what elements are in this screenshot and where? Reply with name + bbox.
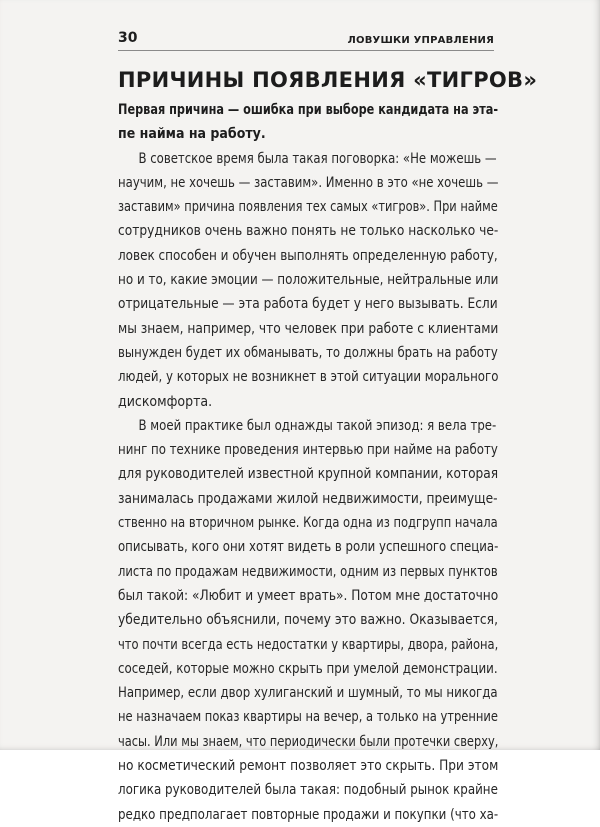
chapter-title: ПРИЧИНЫ ПОЯВЛЕНИЯ «ТИГРОВ» [118,68,538,92]
text-line: часы. Или мы знаем, что периодически были протечки сверху, [118,733,499,750]
text-line: людей, у которых не возникнет в этой ситуации морального [118,369,499,386]
text-line: заставим» причина появления тех самых «тигров». При найме [118,199,498,216]
text-line: нинг по технике проведения интервью при найме на работу [118,442,498,459]
text-line: ловек способен и обучен выполнять определенную работу, [118,247,498,264]
text-line: мы знаем, например, что человек при работе с клиентами [118,320,499,337]
page-number: 30 [118,30,138,46]
text-line: занималась продажами жилой недвижимости, преимуще- [118,490,498,507]
lead-line: пе найма на работу. [118,126,266,143]
text-line: дискомфорта. [118,393,213,410]
page-header [118,26,494,51]
text-line: но и то, какие эмоции — положительные, нейтральные или [118,272,499,289]
text-line: сотрудников очень важно понять не только насколько че- [118,223,499,240]
text-line: для руководителей известной крупной компании, которая [118,466,499,483]
text-line: редко предполагает повторные продажи и покупки (что ха- [118,806,499,823]
text-line: логика руководителей была такая: подобный рынок крайне [118,782,498,799]
lead-line: Первая причина — ошибка при выборе кандидата на эта- [118,102,499,118]
text-line: вынужден будет их обманывать, то должны брать на работу [118,344,498,361]
text-line: листа по продажам недвижимости, одним из первых пунктов [118,563,498,580]
paragraph-1 [118,147,498,414]
text-line: не назначаем показ квартиры на вечер, а только на утренние [118,709,498,726]
text-line: что почти всегда есть недостатки у квартиры, двора, района, [118,636,499,653]
body-text [118,98,498,827]
running-title: ЛОВУШКИ УПРАВЛЕНИЯ [347,35,494,46]
text-line: убедительно объяснили, почему это важно. Оказывается, [118,612,498,629]
text-line: соседей, которые можно скрыть при умелой демонстрации. [118,660,498,677]
text-line: В моей практике был однажды такой эпизод: я вела тре- [138,417,497,434]
text-line: описывать, кого они хотят видеть в роли успешного специа- [118,539,499,556]
text-line: но косметический ремонт позволяет это скрыть. При этом [118,758,499,775]
text-line: ственно на вторичном рынке. Когда одна из подгрупп начала [118,515,498,532]
text-line: научим, не хочешь — заставим». Именно в это «не хочешь — [118,174,499,191]
text-line: отрицательные — эта работа будет у него вызывать. Если [118,296,498,313]
lead-paragraph [118,98,498,147]
text-line: был такой: «Любит и умеет врать». Потом мне достаточно [118,587,499,604]
paragraph-2 [118,414,498,827]
text-line: В советское время была такая поговорка: «Не можешь — [138,150,497,167]
text-line: Например, если двор хулиганский и шумный, то мы никогда [118,685,498,702]
